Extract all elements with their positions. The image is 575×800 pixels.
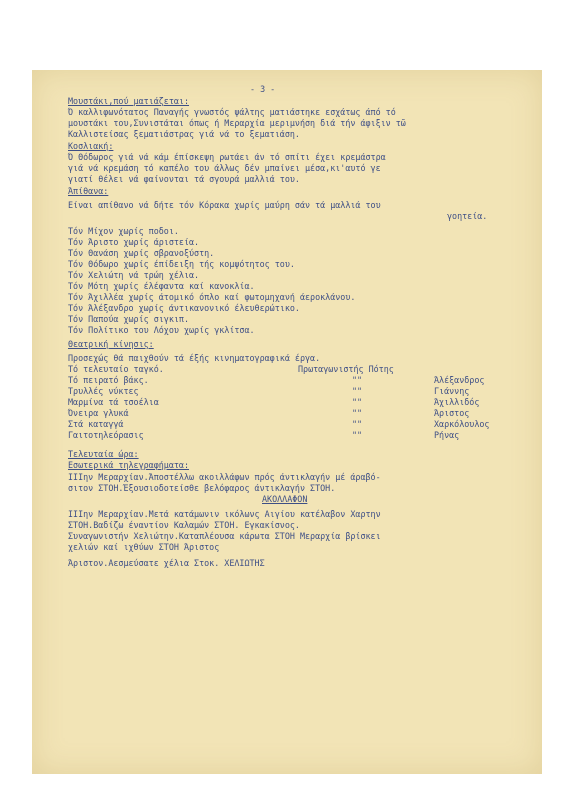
ditto-mark: "" <box>352 419 363 429</box>
film-title: Στά καταγγά <box>68 419 124 429</box>
ditto-mark: "" <box>352 408 363 418</box>
film-title: Γαιτοτηλεόρασις <box>68 430 144 440</box>
actor-name: Ρήνας <box>434 430 460 440</box>
list-item: Τόν Παπούα χωρίς σιγκιπ. <box>68 314 190 324</box>
film-title: Όνειρα γλυκά <box>68 408 129 418</box>
text-line: γοητεία. <box>447 211 488 221</box>
list-item: Τόν Χελιώτη νά τρώη χέλια. <box>68 270 200 280</box>
actor-name: Άλέξανδρος <box>434 375 485 385</box>
page-number: - 3 - <box>250 84 276 94</box>
list-item: Τόν Μότη χωρίς έλέφαντα καί κανοκλία. <box>68 281 255 291</box>
section-heading-teleutaia: Τελευταία ώρα: <box>68 449 139 459</box>
film-title: Μαρμίνα τά τσοέλια <box>68 397 159 407</box>
film-title: Τό τελευταίο ταγκό. <box>68 364 164 374</box>
text-line: Προσεχώς θά παιχθούν τά έξής κινηματογραφικά έργα. <box>68 353 321 363</box>
text-line: Συναγωνιστήν Χελιώτην.Καταπλέουσα κάρωτα ΣΤΟΗ Μεραρχία βρίσκει <box>68 531 381 541</box>
ditto-mark: "" <box>352 375 363 385</box>
subheading: Εσωτερικά τηλεγραφήματα: <box>68 460 190 470</box>
text-line: χελιών καί ιχθύων ΣΤΟΗ Άριστος <box>68 542 220 552</box>
text-line: ΣΤΟΗ.Βαδίζω έναντίον Καλαμών ΣΤΟΗ. Εγκακίσνος. <box>68 520 300 530</box>
list-item: Τόν Πολίτικο του Λόχου χωρίς γκλίτσα. <box>68 325 255 335</box>
closing-line: Άριστον.Αεσμεύσατε χέλια Στοκ. ΧΕΛΙΩΤΗΣ <box>68 558 265 568</box>
section-heading-moustaki: Μουστάκι,πού ματιάζεται: <box>68 96 190 106</box>
list-item: Τόν Θόδωρο χωρίς έπίδειξη τής κομψότητος του. <box>68 259 295 269</box>
list-item: Τόν Άχιλλέα χωρίς άτομικό όπλο καί φωτομηχανή άεροκλάνου. <box>68 292 356 302</box>
list-item: Τόν Άριστο χωρίς άριστεία. <box>68 237 200 247</box>
film-title: Τρυλλές νύκτες <box>68 386 139 396</box>
signature: ΑΚΟΛΛΑΦΟΝ <box>262 494 308 504</box>
ditto-mark: "" <box>352 397 363 407</box>
column-header: Πρωταγωνιστής Πότης <box>298 364 394 374</box>
actor-name: Χαρκόλουλος <box>434 419 490 429</box>
text-line: σιτον ΣΤΟΗ.Έξουσιοδοτείσθε βελόφαρος άντικλαγήν ΣΤΟΗ. <box>68 483 336 493</box>
document-page <box>32 70 542 774</box>
list-item: Τόν Θανάση χωρίς σβρανοξύστη. <box>68 248 215 258</box>
text-line: ΙΙΙην Μεραρχίαν.Άποστέλλω ακοιλλάφων πρός άντικλαγήν μέ άραβό- <box>68 472 381 482</box>
text-line: ΙΙΙην Μεραρχίαν.Μετά κατάμωνιν ικόλωνς Αιγίου κατέλαβον Χαρτην <box>68 509 381 519</box>
ditto-mark: "" <box>352 430 363 440</box>
section-heading-theatriki: Θεατρική κίνησις: <box>68 339 154 349</box>
actor-name: Άριστος <box>434 408 470 418</box>
text-line: Καλλιστείσας ξεματιάστρας γιά νά το ξεματιάση. <box>68 129 300 139</box>
text-line: γιατί θέλει νά φαίνονται τά σγουρά μαλλιά του. <box>68 174 300 184</box>
text-line: Είναι απίθανο νά δήτε τόν Κόρακα χωρίς μαύρη σάν τά μαλλιά του <box>68 200 381 210</box>
paper-sheet <box>32 70 542 774</box>
actor-name: Γιάννης <box>434 386 470 396</box>
text-line: Ό καλλιφωνότατος Παναγής γνωστός ψάλτης ματιάστηκε εσχάτως άπό τό <box>68 107 396 117</box>
section-heading-apithano: Άπίθανα: <box>68 186 109 196</box>
ditto-mark: "" <box>352 386 363 396</box>
film-title: Τό πειρατό βάκς. <box>68 375 149 385</box>
text-line: μουστάκι του,Συνιστάται όπως ή Μεραρχία μεριμνήση διά τήν άφιξιν τῶ <box>68 118 406 128</box>
actor-name: Άχιλλιδός <box>434 397 480 407</box>
section-heading-koiliaki: Κοσλιακή: <box>68 141 114 151</box>
list-item: Τόν Άλέξανδρο χωρίς άντικανονικό έλευθερώτικο. <box>68 303 300 313</box>
list-item: Τόν Μίχον χωρίς ποδοι. <box>68 226 179 236</box>
text-line: γιά νά κρεμάση τό καπέλο του άλλως δέν μπαίνει μέσα,κι'αυτό γε <box>68 163 381 173</box>
text-line: Ό Θόδωρος γιά νά κάμ έπίσκεψη ρωτάει άν τό σπίτι έχει κρεμάστρα <box>68 152 386 162</box>
